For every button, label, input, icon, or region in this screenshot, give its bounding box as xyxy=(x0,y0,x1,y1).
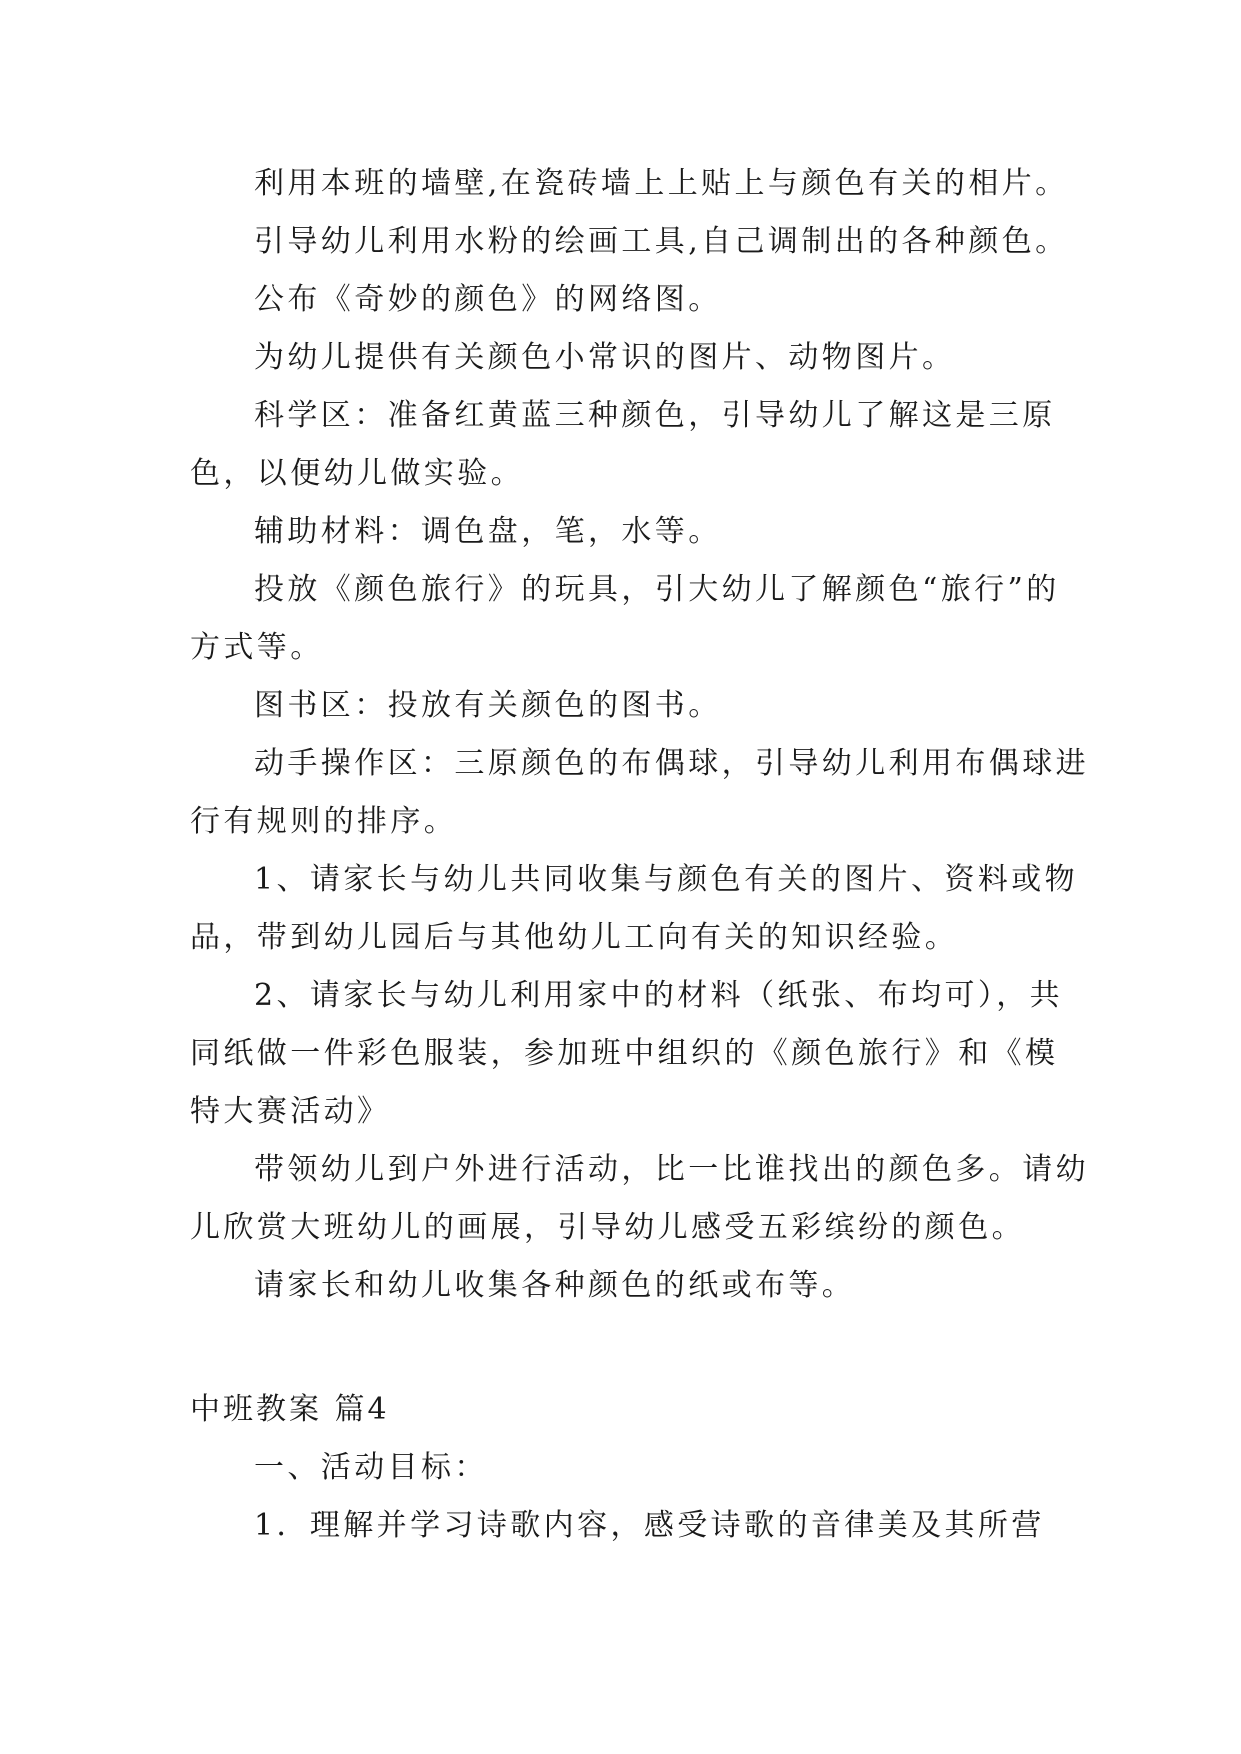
section-heading: 中班教案 篇4 xyxy=(190,1392,390,1427)
paragraph-goal-one: 1．理解并学习诗歌内容，感受诗歌的音律美及其所营 xyxy=(254,1508,1045,1543)
paragraph-paint-tools: 引导幼儿利用水粉的绘画工具,自己调制出的各种颜色。 xyxy=(254,224,1069,259)
paragraph-color-travel-toy: 投放《颜色旅行》的玩具，引大幼儿了解颜色“旅行”的方式等。 xyxy=(190,572,1060,665)
paragraph-science-area: 科学区：准备红黄蓝三种颜色，引导幼儿了解这是三原色，以便幼儿做实验。 xyxy=(190,398,1056,491)
paragraph-activity-goals: 一、活动目标： xyxy=(254,1450,488,1485)
paragraph-outdoor-activity: 带领幼儿到户外进行活动，比一比谁找出的颜色多。请幼儿欣赏大班幼儿的画展，引导幼儿感受五彩缤纷的颜色。 xyxy=(190,1152,1089,1245)
paragraph-wall-photos: 利用本班的墙壁,在瓷砖墙上上贴上与颜色有关的相片。 xyxy=(254,166,1069,201)
paragraph-collect-paper: 请家长和幼儿收集各种颜色的纸或布等。 xyxy=(254,1268,856,1303)
document-body xyxy=(190,155,1090,1555)
paragraph-hands-on-area: 动手操作区：三原颜色的布偶球，引导幼儿利用布偶球进行有规则的排序。 xyxy=(190,746,1089,839)
paragraph-parent-collect: 1、请家长与幼儿共同收集与颜色有关的图片、资料或物品，带到幼儿园后与其他幼儿工向有关的知识经验。 xyxy=(190,862,1079,955)
paragraph-parent-costume: 2、请家长与幼儿利用家中的材料（纸张、布均可），共同纸做一件彩色服装，参加班中组织的《颜色旅行》和《模特大赛活动》 xyxy=(190,978,1064,1129)
section-spacer xyxy=(190,1315,1090,1381)
paragraph-aux-materials: 辅助材料：调色盘，笔，水等。 xyxy=(254,514,722,549)
paragraph-network-map: 公布《奇妙的颜色》的网络图。 xyxy=(254,282,722,317)
paragraph-book-area: 图书区：投放有关颜色的图书。 xyxy=(254,688,722,723)
paragraph-color-pictures: 为幼儿提供有关颜色小常识的图片、动物图片。 xyxy=(254,340,956,375)
